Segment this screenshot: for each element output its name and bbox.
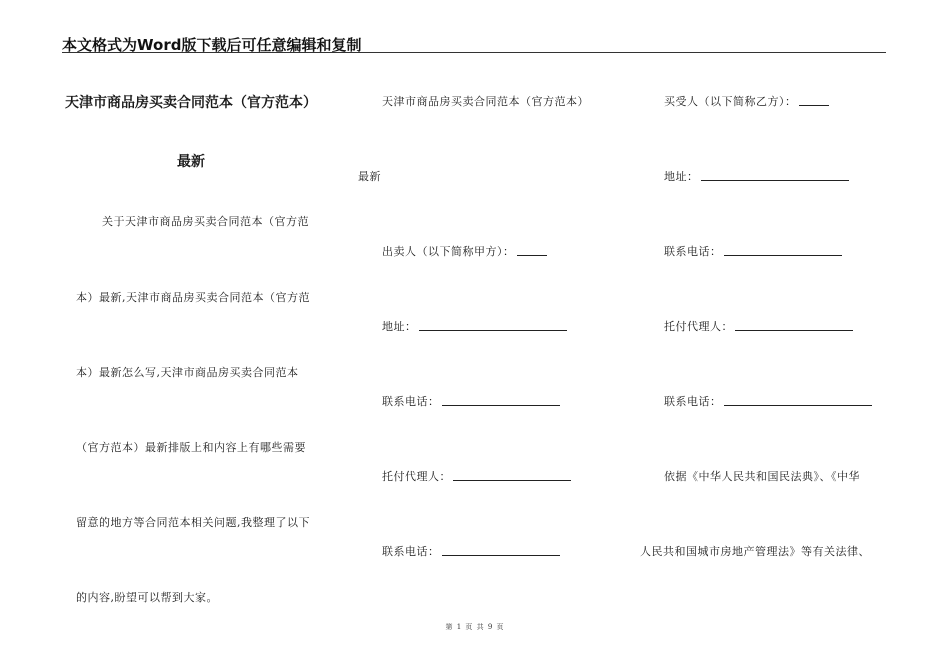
intro-line-1: 关于天津市商品房买卖合同范本（官方范 (102, 215, 309, 228)
buyer-address-field (664, 168, 849, 184)
seller-agent-phone-label: 联系电话： (382, 545, 440, 558)
seller-agent-blank (453, 470, 571, 481)
seller-phone-blank (442, 395, 560, 406)
contract-title: 天津市商品房买卖合同范本（官方范本） (382, 95, 589, 108)
seller-phone-label: 联系电话： (382, 395, 440, 408)
seller-field (382, 243, 547, 259)
contract-subtitle: 最新 (358, 170, 381, 183)
intro-line-5: 留意的地方等合同范本相关问题,我整理了以下 (76, 516, 310, 529)
seller-agent-phone-blank (442, 545, 560, 556)
buyer-agent-phone-blank (724, 395, 872, 406)
buyer-agent-label: 托付代理人： (664, 320, 733, 333)
document-subtitle: 最新 (177, 154, 205, 170)
seller-agent-phone-field (382, 543, 560, 559)
buyer-agent-phone-label: 联系电话： (664, 395, 722, 408)
intro-line-3: 本）最新怎么写,天津市商品房买卖合同范本 (76, 366, 299, 379)
buyer-blank (799, 95, 829, 106)
buyer-phone-field (664, 243, 842, 259)
buyer-address-blank (701, 170, 849, 181)
page-number: 第 1 页 共 9 页 (445, 623, 505, 631)
buyer-address-label: 地址： (664, 170, 699, 183)
buyer-label: 买受人（以下简称乙方）： (664, 95, 797, 108)
buyer-agent-blank (735, 320, 853, 331)
seller-label: 出卖人（以下简称甲方）： (382, 245, 515, 258)
buyer-field (664, 93, 829, 109)
seller-blank (517, 245, 547, 256)
seller-agent-field (382, 468, 571, 484)
buyer-agent-field (664, 318, 853, 334)
buyer-agent-phone-field (664, 393, 872, 409)
seller-phone-field (382, 393, 560, 409)
seller-agent-label: 托付代理人： (382, 470, 451, 483)
intro-line-6: 的内容,盼望可以帮到大家。 (76, 591, 218, 604)
seller-address-label: 地址： (382, 320, 417, 333)
legal-basis-line-1: 依据《中华人民共和国民法典》、《中华 (664, 470, 860, 483)
seller-address-field (382, 318, 567, 334)
header-rule (62, 52, 886, 53)
document-title: 天津市商品房买卖合同范本（官方范本） (65, 95, 317, 111)
buyer-phone-blank (724, 245, 842, 256)
intro-line-2: 本）最新,天津市商品房买卖合同范本（官方范 (76, 291, 310, 304)
intro-line-4: （官方范本）最新排版上和内容上有哪些需要 (76, 441, 306, 454)
legal-basis-line-2: 人民共和国城市房地产管理法》等有关法律、 (640, 545, 870, 558)
buyer-phone-label: 联系电话： (664, 245, 722, 258)
seller-address-blank (419, 320, 567, 331)
download-banner: 本文格式为Word版下载后可任意编辑和复制 (62, 36, 362, 54)
